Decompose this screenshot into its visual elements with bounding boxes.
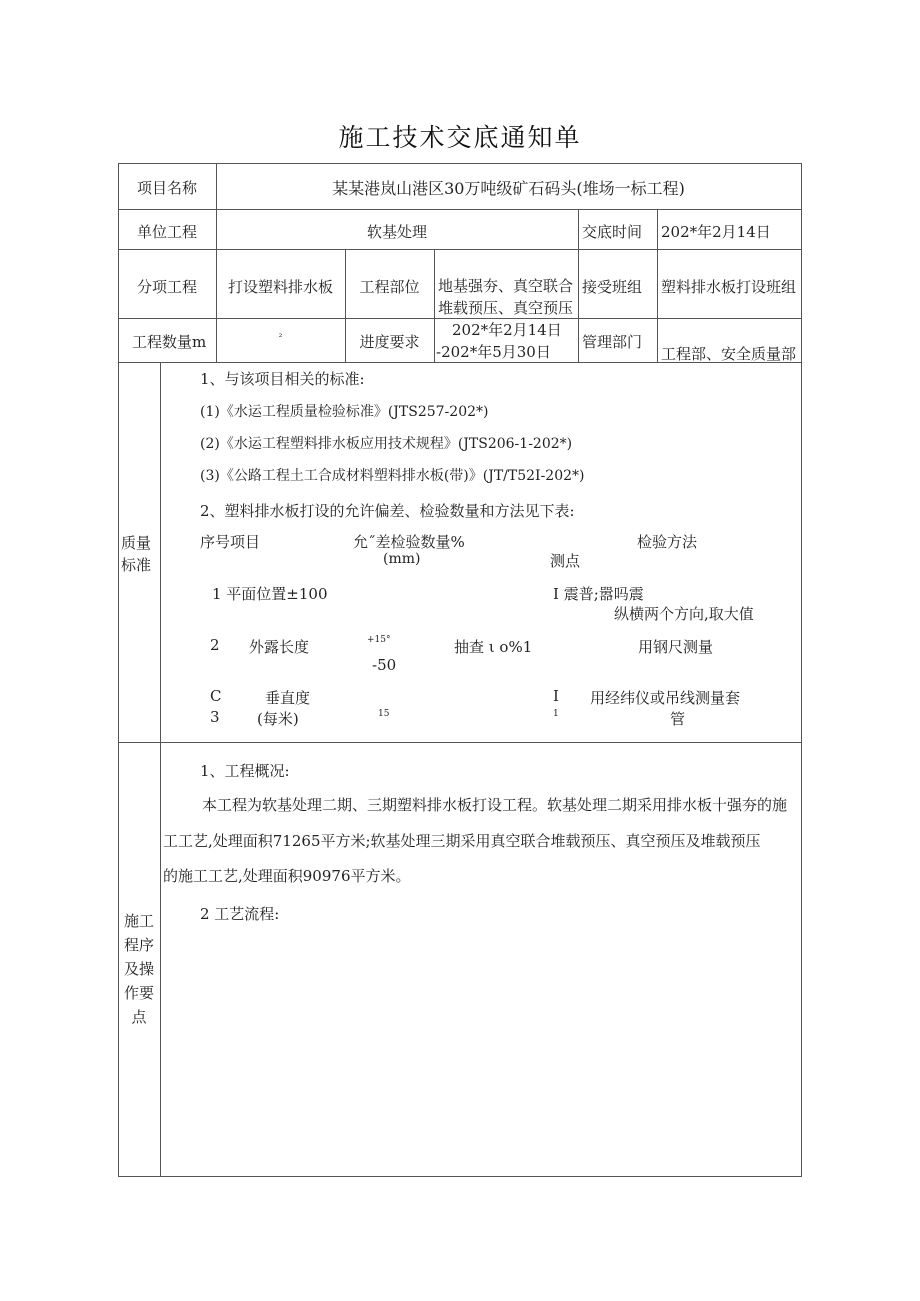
col-divider (434, 249, 435, 362)
col-header-tolerance: 允˝差检验数量% (353, 533, 465, 551)
row2-quantity: 抽查 ι o%1 (454, 638, 533, 656)
quality-side-label-2: 标准 (121, 556, 152, 574)
quality-item1: 1、与该项目相关的标准: (200, 370, 365, 388)
overview-paragraph-line1: 本工程为软基处理二期、三期塑料排水板打设工程。软基处理二期采用排水板十强夯的施 (202, 796, 788, 814)
sub-label: 分项工程 (136, 278, 197, 296)
table-border-bottom (118, 1176, 802, 1177)
quality-side-label-1: 质量 (121, 534, 152, 552)
standard-1: (1)《水运工程质量检验标准》(JTS257-202*) (200, 404, 489, 420)
row-divider (118, 249, 802, 250)
col-divider (578, 209, 579, 362)
procedure-side-label-1: 施工 (123, 912, 154, 930)
row2-item: 外露长度 (249, 638, 310, 656)
row3-method-line1: 用经纬仪或吊线测量套 (590, 689, 741, 707)
dept-value: 工程部、安全质量部 (661, 345, 797, 363)
part-label: 工程部位 (359, 278, 420, 296)
row2-number: 2 (210, 636, 220, 654)
procedure-side-label (118, 909, 160, 1029)
procedure-item2: 2 工艺流程: (200, 905, 280, 923)
qty-value: ² (278, 333, 283, 343)
row3-item: 垂直度 (265, 689, 311, 707)
standard-3: (3)《公路工程土工合成材料塑料排水板(带)》(JT/T52I-202*) (200, 468, 585, 484)
table-border-right (801, 163, 802, 1177)
project-name-label: 项目名称 (136, 179, 197, 197)
unit-label: 单位工程 (136, 223, 197, 241)
project-name-value: 某某港岚山港区30万吨级矿石码头(堆场一标工程) (332, 179, 685, 198)
unit-value: 软基处理 (366, 223, 427, 241)
date-value: 202*年2月14日 (661, 223, 771, 241)
row3-number: 3 (210, 708, 220, 726)
sub-value: 打设塑料排水板 (227, 278, 333, 296)
row3-tolerance: 15 (378, 709, 390, 719)
row1-method: 纵横两个方向,取大值 (614, 605, 754, 623)
col-header-points: 测点 (550, 552, 581, 570)
row2-method: 用钢尺测量 (638, 638, 714, 656)
col-header-method: 检验方法 (637, 533, 698, 551)
procedure-side-label-4: 作要 (123, 984, 154, 1002)
date-label: 交底时间 (582, 223, 643, 241)
row3-method-line2: 管 (670, 710, 686, 728)
row3-points-mark: I (553, 687, 559, 705)
page-title: 施工技术交底通知单 (338, 123, 582, 152)
row3-letter: C (210, 687, 222, 705)
progress-label: 进度要求 (359, 333, 420, 351)
row1-position-item: 1 平面位置±100 (212, 585, 328, 603)
team-value: 塑料排水板打设班组 (661, 278, 797, 296)
row-divider (118, 742, 802, 743)
dept-label: 管理部门 (582, 333, 643, 351)
part-value-line2: 堆载预压、真空预压 (438, 299, 574, 317)
row3-points-count: 1 (553, 709, 559, 719)
row3-item-unit: (每米) (257, 710, 299, 728)
procedure-item1: 1、工程概况: (200, 762, 290, 780)
progress-value-line1: 202*年2月14日 (452, 321, 562, 339)
qty-label: 工程数量m (132, 333, 207, 351)
procedure-side-label-2: 程序 (123, 936, 154, 954)
procedure-side-label-5: 点 (131, 1008, 147, 1026)
col-divider (160, 362, 161, 1177)
overview-paragraph-line3: 的施工工艺,处理面积90976平方米。 (163, 867, 411, 885)
progress-value-line2: -202*年5月30日 (436, 343, 551, 361)
row2-tolerance-lower: -50 (372, 656, 397, 674)
part-value-line1: 地基强夯、真空联合 (438, 277, 574, 295)
quality-item2: 2、塑料排水板打设的允许偏差、检验数量和方法见下表: (200, 502, 575, 520)
col-header-seq-item: 序号项目 (200, 533, 261, 551)
procedure-side-label-3: 及操 (123, 960, 154, 978)
row-divider (118, 209, 802, 210)
row2-tolerance-upper: +15° (367, 635, 391, 645)
row1-points: I 震普;嚣吗震 (553, 585, 644, 603)
team-label: 接受班组 (582, 278, 643, 296)
table-border-top (118, 163, 802, 164)
standard-2: (2)《水运工程塑料排水板应用技术规程》(JTS206-1-202*) (200, 436, 573, 452)
overview-paragraph-line2: 工工艺,处理面积71265平方米;软基处理三期采用真空联合堆载预压、真空预压及堆载预压 (163, 832, 761, 850)
col-header-unit: (mm) (383, 551, 421, 567)
col-divider (657, 209, 658, 362)
